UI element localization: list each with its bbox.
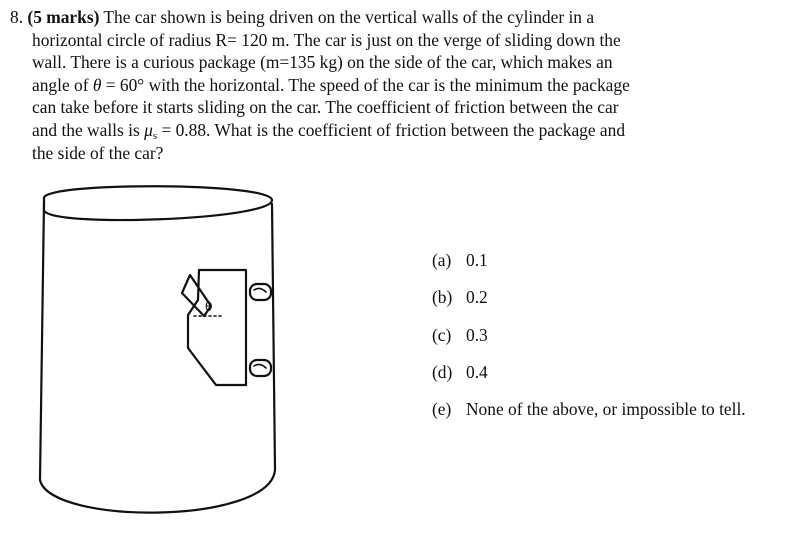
cylinder-right-wall (272, 204, 275, 470)
car-wheel-top (250, 284, 271, 300)
cylinder-top-ellipse (44, 186, 272, 220)
question-line-2: horizontal circle of radius R= 120 m. The car is just on the verge of sliding down the (32, 29, 621, 50)
mu-symbol: μ (144, 119, 153, 140)
car-wheel-bottom (250, 360, 271, 376)
question-marks: (5 marks) (27, 7, 100, 27)
option-d[interactable]: (d) 0.4 (432, 361, 488, 382)
option-c[interactable]: (c) 0.3 (432, 324, 488, 345)
option-e[interactable]: (e) None of the above, or impossible to tell. (432, 399, 746, 420)
question-line-3: wall. There is a curious package (m=135 kg) on the side of the car, which makes an (32, 52, 613, 73)
question-line-5: can take before it starts sliding on the car. The coefficient of friction between the car (32, 97, 619, 118)
cylinder-left-wall (40, 202, 44, 480)
option-a[interactable]: (a) 0.1 (432, 250, 488, 270)
cylinder-figure (30, 180, 290, 540)
question-number: 8. (10, 7, 24, 27)
cylinder-bottom-arc (40, 470, 275, 513)
question-line-4: angle of θ = 60° with the horizontal. The speed of the car is the minimum the package (32, 74, 630, 95)
question-line-7: the side of the car? (32, 142, 164, 163)
answer-options (432, 249, 746, 435)
question-text (10, 6, 790, 164)
question-line-1: 8. (5 marks) The car shown is being driven on the vertical walls of the cylinder in a (10, 7, 595, 27)
figure-theta-label: θ (205, 300, 213, 314)
question-line-6: and the walls is $\mu_s = 0.88$. What is the coefficient of friction between the package and (32, 119, 626, 142)
car-body (188, 270, 246, 385)
mu-subscript: s (152, 129, 158, 142)
option-b[interactable]: (b) 0.2 (432, 287, 488, 308)
theta-symbol: θ (92, 74, 102, 95)
